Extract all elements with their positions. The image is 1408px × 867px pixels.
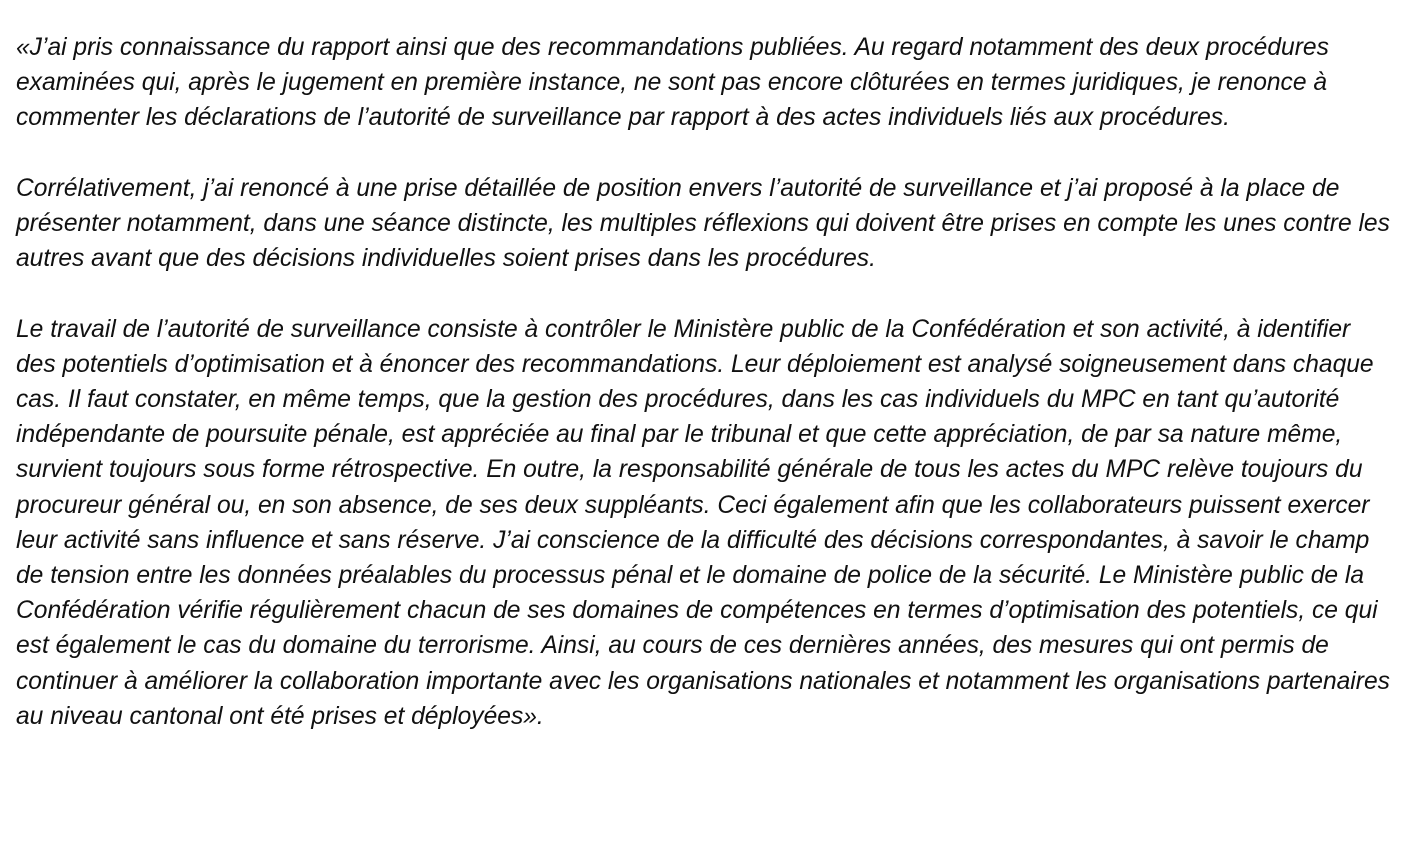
paragraph-2: Corrélativement, j’ai renoncé à une prise détaillée de position envers l’autorité de surveillance et j’ai proposé à la place de présenter notamment, dans une séance distincte, les multiples réflexions qui doivent être prises en compte les unes contre les autres avant que des décisions individuelles soient prises dans les procédures. (16, 174, 1390, 273)
document-body (16, 30, 1396, 734)
paragraph-1: «J’ai pris connaissance du rapport ainsi que des recommandations publiées. Au regard notamment des deux procédures examinées qui, après le jugement en première instance, ne sont pas encore clôturées en termes juridiques, je renonce à commenter les déclarations de l’autorité de surveillance par rapport à des actes individuels liés aux procédures. (16, 34, 1329, 132)
paragraph-3: Le travail de l’autorité de surveillance consiste à contrôler le Ministère public de la Confédération et son activité, à identifier des potentiels d’optimisation et à énoncer des recommandations. Leur déploiement est analysé soigneusement dans chaque cas. Il faut constater, en même temps, que la gestion des procédures, dans les cas individuels du MPC en tant qu’autorité indépendante de poursuite pénale, est appréciée au final par le tribunal et que cette appréciation, de par sa nature même, survient toujours sous forme rétrospective. En outre, la responsabilité générale de tous les actes du MPC relève toujours du procureur général ou, en son absence, de ses deux suppléants. Ceci également afin que les collaborateurs puissent exercer leur activité sans influence et sans réserve. J’ai conscience de la difficulté des décisions correspondantes, à savoir le champ de tension entre les données préalables du processus pénal et le domaine de police de la sécurité. Le Ministère public de la Confédération vérifie régulièrement chacun de ses domaines de compétences en termes d’optimisation des potentiels, ce qui est également le cas du domaine du terrorisme. Ainsi, au cours de ces dernières années, des mesures qui ont permis de continuer à améliorer la collaboration importante avec les organisations nationales et notamment les organisations partenaires au niveau cantonal ont été prises et déployées». (16, 315, 1390, 730)
